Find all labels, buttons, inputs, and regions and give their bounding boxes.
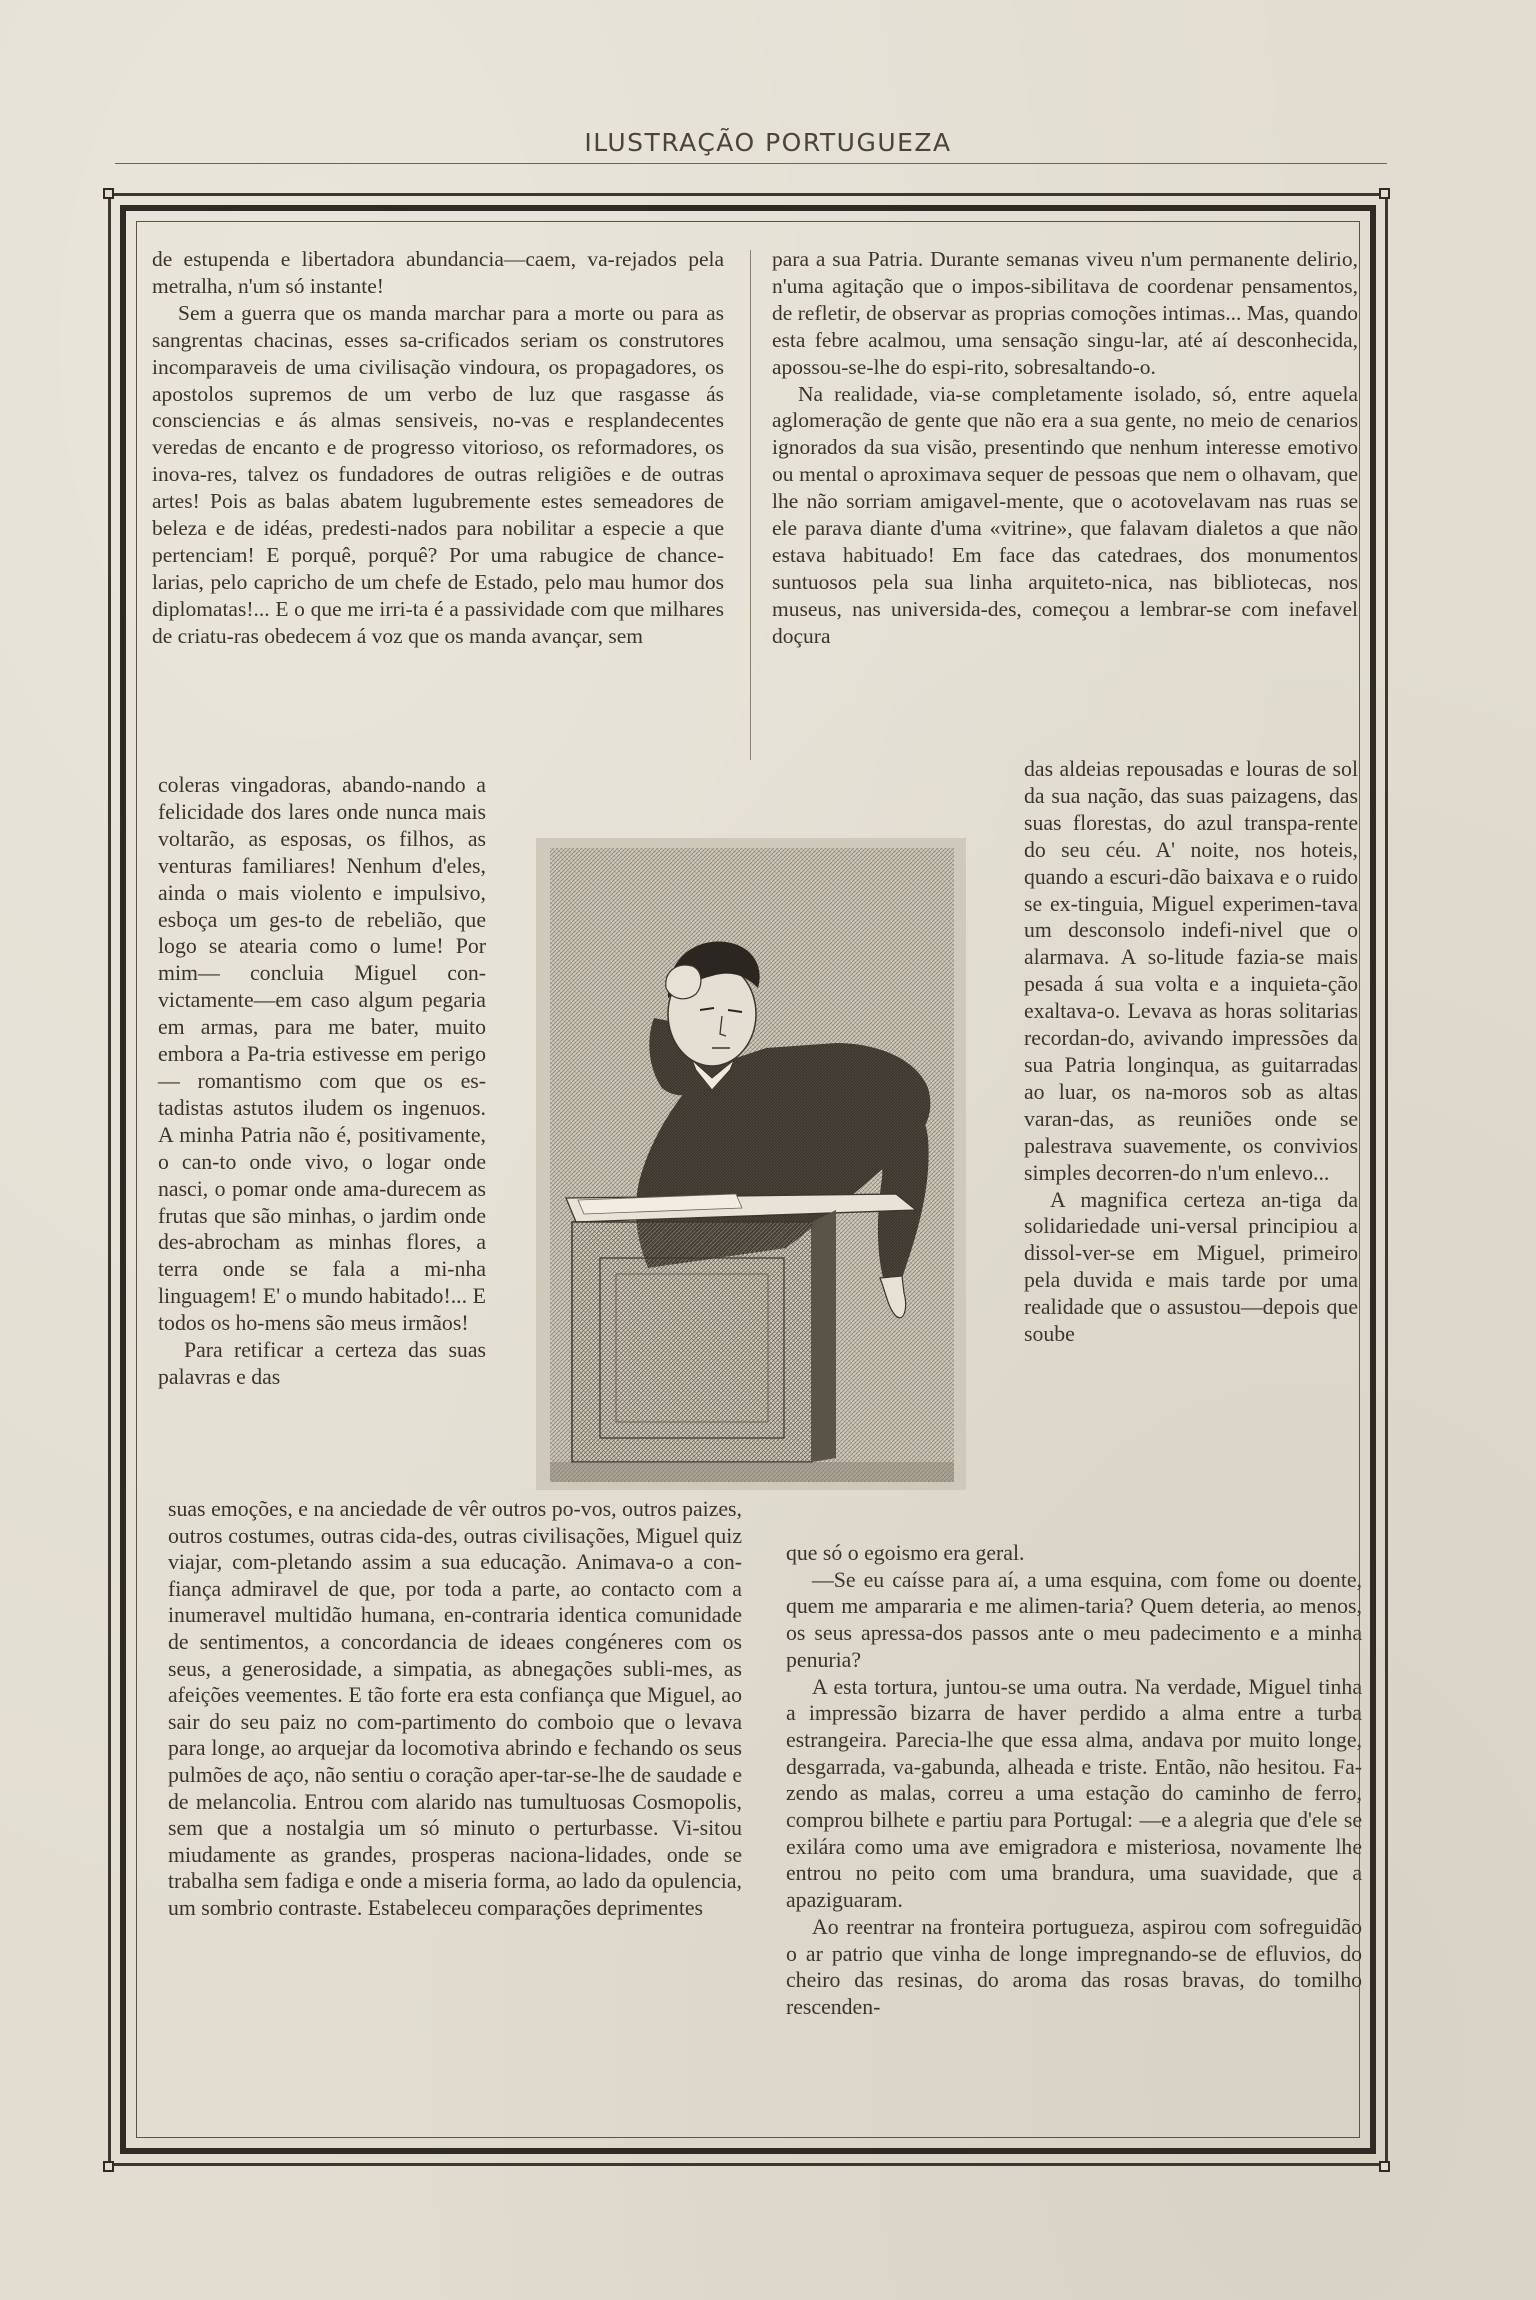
man-leaning-on-desk-illustration: [536, 838, 966, 1490]
left-column-bottom: [168, 1496, 742, 1922]
paragraph: Ao reentrar na fronteira portugueza, aspirou com sofreguidão o ar patrio que vinha de longe impregnando-se de efluvios, do cheiro das resinas, do aroma das rosas bravas, do tomilho rescenden-: [786, 1914, 1362, 2019]
paragraph: Para retificar a certeza das suas palavras e das: [158, 1338, 486, 1389]
right-column-top: [772, 246, 1358, 650]
frame-corner-ornament: [103, 2161, 114, 2172]
paragraph: A magnifica certeza an-tiga da solidariedade uni-versal principiou a dissol-ver-se em Miguel, primeiro pela duvida e mais tarde por uma realidade que o assustou—depois que soube: [1024, 1187, 1358, 1347]
paragraph: Na realidade, via-se completamente isolado, só, entre aquela aglomeração de gente que não era a sua gente, no meio de cenarios ignorados da sua visão, presentindo que nenhum interesse emotivo ou mental o aproximava sequer de pessoas que nem o olhavam, que lhe não sorriam amigavel-mente, que o acotovelavam nas ruas se ele parava diante d'uma «vitrine», que falavam dialetos a que não estava habituado! Em face das catedraes, dos monumentos suntuosos pela sua linha arquiteto-nica, nas bibliotecas, nos museus, nas universida-des, começou a lembrar-se com inefavel doçura: [772, 381, 1358, 648]
paragraph: —Se eu caísse para aí, a uma esquina, com fome ou doente, quem me ampararia e me alimen-taria? Quem deteria, ao menos, os seus apressa-dos passos ante o meu padecimento e a minha penuria?: [786, 1567, 1362, 1672]
column-divider: [750, 250, 751, 760]
paragraph: A esta tortura, juntou-se uma outra. Na verdade, Miguel tinha a impressão bizarra de haver perdido a alma entre a turba estrangeira. Parecia-lhe que essa alma, andava por muito longe, desgarrada, va-gabunda, alheada e triste. Então, não hesitou. Fa-zendo as malas, correu a uma estação do caminho de ferro, comprou bilhete e partiu para Portugal: —e a alegria que d'ele se exilára como uma ave emigradora e misteriosa, novamente lhe entrou no peito com uma brandura, uma suavidade, que a apaziguaram.: [786, 1674, 1362, 1913]
frame-corner-ornament: [1379, 188, 1390, 199]
paragraph: suas emoções, e na anciedade de vêr outros po-vos, outros paizes, outros costumes, outras cida-des, outras civilisações, Miguel quiz viajar, com-pletando assim a sua educação. Animava-o a con-fiança admiravel de que, por toda a parte, ao contacto com a inumeravel multidão humana, en-contraria identica comunidade de sentimentos, a concordancia de ideaes congéneres com os seus, a generosidade, a simpatia, as abnegações subli-mes, as afeições veementes. E tão forte era esta confiança que Miguel, ao sair do seu paiz no com-partimento do comboio que o levava para longe, ao arquejar da locomotiva abrindo e fechando os seus pulmões de aço, não sentiu o coração aper-tar-se-lhe de saudade e de melancolia. Entrou com alarido nas tumultuosas Cosmopolis, sem que a nostalgia um só minuto o perturbasse. Vi-sitou miudamente as grandes, prosperas naciona-lidades, onde se trabalha sem fadiga e onde a miseria forma, ao lado da opulencia, um sombrio contraste. Estabeleceu comparações deprimentes: [168, 1497, 742, 1920]
illustration-drawing: [536, 838, 966, 1490]
left-column-narrow: [158, 772, 486, 1391]
right-column-bottom: [786, 1540, 1362, 2021]
paragraph: que só o egoismo era geral.: [786, 1541, 1025, 1565]
header-rule: [115, 163, 1387, 164]
left-column-top: [152, 246, 724, 650]
frame-corner-ornament: [1379, 2161, 1390, 2172]
frame-corner-ornament: [103, 188, 114, 199]
paragraph: coleras vingadoras, abando-nando a felicidade dos lares onde nunca mais voltarão, as esposas, os filhos, as venturas familiares! Nenhum d'eles, ainda o mais violento e impulsivo, esboça um ges-to de rebelião, que logo se atearia como o lume! Por mim— concluia Miguel con-victamente—em caso algum pegaria em armas, para me bater, muito embora a Pa-tria estivesse em perigo — romantismo com que os es-tadistas astutos iludem os ingenuos. A minha Patria não é, positivamente, o can-to onde vivo, o logar onde nasci, o pomar onde ama-durecem as frutas que são minhas, o jardim onde des-abrocham as minhas flores, a terra onde se fala a mi-nha linguagem! E' o mundo habitado!... E todos os ho-mens são meus irmãos!: [158, 773, 486, 1336]
paragraph: das aldeias repousadas e louras de sol da sua nação, das suas paizagens, das suas florestas, do azul transpa-rente do seu céu. A' noite, nos hoteis, quando a escuri-dão baixava e o ruido se ex-tinguia, Miguel experimen-tava um desconsolo indefi-nivel que o alarmava. A so-litude fazia-se mais pesada á sua volta e a inquieta-ção exaltava-o. Levava as horas solitarias recordan-do, avivando impressões da sua Patria longinqua, as guitarradas ao luar, os na-moros sob as altas varan-das, as reuniões onde se palestrava suavemente, os convivios simples decorren-do n'um enlevo...: [1024, 757, 1358, 1185]
paragraph: Sem a guerra que os manda marchar para a morte ou para as sangrentas chacinas, esses sa-crificados seriam os construtores incomparaveis de uma civilisação vindoura, os propagadores, os apostolos supremos de um verbo de luz que rasgasse ás consciencias e ás almas sensiveis, no-vas e resplandecentes veredas de encanto e de progresso vitorioso, os reformadores, os inova-res, talvez os fundadores de outras religiões e de outras artes! Pois as balas abatem lugubremente estes semeadores de beleza e de idéas, predesti-nados para nobilitar a especie a que pertenciam! E porquê, porquê? Por uma rabugice de chance-larias, pelo capricho de um chefe de Estado, pelo mau humor dos diplomatas!... E o que me irri-ta é a passividade com que milhares de criatu-ras obedecem á voz que os manda avançar, sem: [152, 300, 724, 648]
right-column-narrow: [1024, 756, 1358, 1348]
paragraph: de estupenda e libertadora abundancia—caem, va-rejados pela metralha, n'um só instante!: [152, 247, 724, 298]
paragraph: para a sua Patria. Durante semanas viveu n'um permanente delirio, n'uma agitação que o impos-sibilitava de coordenar pensamentos, de refletir, de observar as proprias comoções intimas... Mas, quando esta febre acalmou, uma sensação singu-lar, até aí desconhecida, apossou-se-lhe do espi-rito, sobresaltando-o.: [772, 247, 1358, 379]
running-head: ILUSTRAÇÃO PORTUGUEZA: [584, 128, 952, 157]
